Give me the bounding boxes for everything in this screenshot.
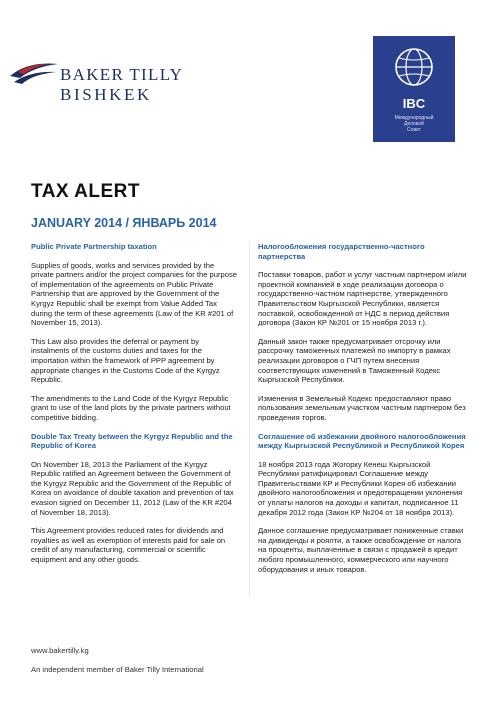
ppp-paragraph-3-ru: Изменения в Земельный Кодекс предоставляют право пользования земельным участком частным партнером без проведения торгов. (258, 393, 466, 422)
dtt-paragraph-2-ru: Данное соглашение предусматривает пониженные ставки на дивиденды и роялти, а также освобождение от налога на проценты, выплаченные в связи с продажей в кредит любого промышленного, коммерческого или научного оборудования и иных товаров. (258, 526, 464, 574)
ppp-taxation-heading-ru: Налогообложения государственно-частного партнерства (258, 242, 425, 261)
column-divider (249, 242, 250, 597)
ibc-abbr: IBC (402, 96, 426, 111)
page-title: TAX ALERT (31, 181, 140, 202)
baker-tilly-logo (8, 52, 184, 112)
ppp-paragraph-1-en: Supplies of goods, works and services provided by the private partners and/or the project companies for the purpose of implementation of the agreements on Public Private Partnership that are approved by the Government of the Kyrgyz Republic shall be exempt from Value Added Tax during the term of these agreements (Law of the KR #201 of November 15, 2013). (31, 260, 237, 328)
brand-line-2: BISHKEK (60, 85, 152, 104)
ibc-subtitle (373, 115, 455, 133)
website-link[interactable]: www.bakertilly.kg (31, 646, 89, 655)
ibc-globe-icon (392, 45, 436, 89)
ibc-subtitle-line-3: Совет (407, 127, 421, 133)
dtt-paragraph-1-en: On November 18, 2013 the Parliament of the Kyrgyz Republic ratified an Agreement between the Government of the Kyrgyz Republic and the Government of the Republic of Korea on avoidance of double taxation and prevention of tax evasion signed on December 11, 2012 (Law of the KR #204 of November 18, 2013). (31, 459, 234, 517)
ppp-paragraph-3-en: The amendments to the Land Code of the Kyrgyz Republic grant to use of the land plots by the private partners without competitive bidding. (31, 393, 231, 422)
ppp-paragraph-2-ru: Данный закон также предусматривает отсрочку или рассрочку таможенных платежей по импорту в рамках реализации договоров о ГЧП путем внесения соответствующих изменений в Таможенный Кодекс Кыргызской Республики. (258, 336, 451, 385)
double-tax-treaty-heading-en: Double Tax Treaty between the Kyrgyz Republic and the Republic of Korea (31, 431, 233, 451)
baker-tilly-swoosh-logo-icon (8, 52, 62, 92)
double-tax-treaty-heading-ru: Соглашение об избежании двойного налогообложения между Кыргызской Республикой и Республикой Корея (258, 431, 466, 451)
ibc-subtitle-line-2: Деловой (404, 121, 424, 127)
ppp-paragraph-1-ru: Поставки товаров, работ и услуг частным партнером и/или проектной компанией в ходе реализации договора о государственно-частном партнерстве, утвержденного Правительством Кыргызской Республики, является поставкой, освобожденной от НДС в период действия договора (Закон КР №201 от 15 ноября 2013 г.). (258, 270, 467, 328)
dtt-paragraph-2-en: This Agreement provides reduced rates for dividends and royalties as well as exemption of interests paid for sale on credit of any manufacturing, commercial or scientific equipment and any other goods. (31, 526, 226, 565)
dtt-paragraph-1-ru: 18 ноября 2013 года Жогорку Кенеш Кыргызской Республики ратифицировал Соглашение между Правительствами КР и Республики Корея об избежании двойного налогообложения и предотвращении уклонения от уплаты налогов на доходы и капитал, подписанное 11 декабря 2012 года (Закон КР №204 от 18 ноября 2013). (258, 459, 463, 517)
ppp-taxation-heading-en: Public Private Partnership taxation (31, 242, 157, 251)
ppp-paragraph-2-en: This Law also provides the deferral or payment by instalments of the customs duties and taxes for the importation within the framework of PPP agreement by appropriate changes in the Customs Code of the Kyrgyz Republic. (31, 336, 220, 385)
ibc-subtitle-line-1: Международный (394, 115, 434, 121)
russian-column (258, 242, 468, 583)
ibc-logo (373, 36, 455, 142)
brand-line-1: BAKER TILLY (60, 65, 184, 84)
membership-note: An independent member of Baker Tilly International (31, 665, 204, 674)
english-column (31, 242, 239, 574)
issue-date: JANUARY 2014 / ЯНВАРЬ 2014 (31, 216, 217, 230)
